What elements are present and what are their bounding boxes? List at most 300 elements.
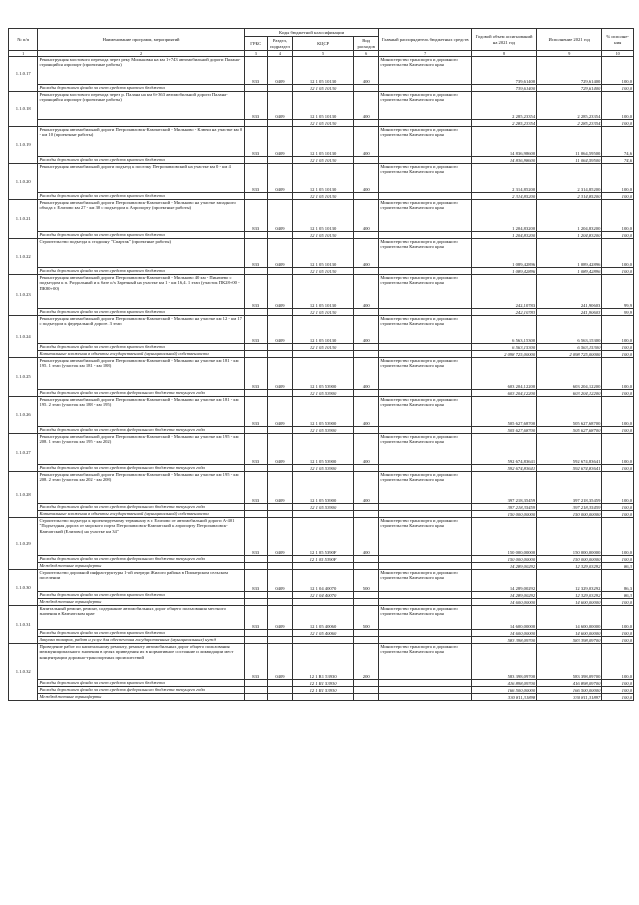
row-vid: 400 [354, 434, 379, 465]
subrow-exec: 1 204,83200 [537, 232, 602, 239]
row-admin: Министерство транспорта и дорожного строительства Камчатского края [379, 644, 472, 680]
row-name: Строительство дорожной инфраструктуры 1-ой очереди Жилого района в Пионерском сельском поселении [38, 570, 244, 592]
row-number: 1.1.0.28 [9, 472, 38, 518]
subrow-grbs [244, 680, 267, 687]
subrow-admin [379, 687, 472, 694]
row-razdel: 0409 [267, 57, 292, 85]
subrow-name: Расходы дорожного фонда за счет средств федерального бюджета текущего года [38, 687, 244, 694]
col-admin-header: Главный распорядитель бюджетных средств [379, 29, 472, 51]
col-number: 2 [38, 51, 244, 57]
row-name: Строительство подъезда к стадиону "Спартак" (проектные работы) [38, 239, 244, 268]
subrow-exec: 1 089,42896 [537, 268, 602, 275]
subrow-admin [379, 157, 472, 164]
table-subrow [9, 309, 634, 316]
row-number: 1.1.0.22 [9, 239, 38, 275]
row-ksr: 12 1 05 10130 [293, 275, 354, 309]
row-ksr: 12 1 05 10130 [293, 316, 354, 344]
row-plan: 397 218,35459 [471, 472, 536, 504]
table-subrow [9, 630, 634, 637]
row-name: Реконструкция автомобильной дороги Петропавловск-Камчатский - Мильково на участке км 195 - км 208. 2 этап (участок км 202 - км 208) [38, 472, 244, 504]
row-plan: 592 674,83641 [471, 434, 536, 465]
col-pct-header: % исполне-ния [602, 29, 634, 51]
col-number: 3 [244, 51, 267, 57]
row-pct: 100,0 [602, 316, 634, 344]
subrow-razdel [267, 344, 292, 351]
row-number: 1.1.0.30 [9, 570, 38, 606]
subrow-ksr: 12 1 05 10130 [293, 157, 354, 164]
col-number: 5 [293, 51, 354, 57]
subrow-grbs [244, 556, 267, 563]
subrow-ksr: 12 1 05 10130 [293, 344, 354, 351]
subrow-vid [354, 344, 379, 351]
row-number: 1.1.0.25 [9, 358, 38, 397]
subrow-ksr: 12 1 05 10130 [293, 85, 354, 92]
subrow-pct: 100,0 [602, 511, 634, 518]
row-grbs: 833 [244, 275, 267, 309]
row-number: 1.1.0.20 [9, 164, 38, 200]
table-row [9, 518, 634, 556]
row-exec: 1 204,83200 [537, 200, 602, 232]
row-name: Реконструкция автомобильной дороги Петропавловск-Камчатский - Мильково на участке км 181 - км 195. 1 этап (участок км 181 - км 188) [38, 358, 244, 390]
subrow-razdel [267, 85, 292, 92]
subrow-name: Расходы дорожного фонда за счет средств краевого бюджета [38, 309, 244, 316]
subrow-pct: 100,0 [602, 268, 634, 275]
subrow-vid [354, 556, 379, 563]
row-admin: Министерство транспорта и дорожного строительства Камчатского края [379, 92, 472, 120]
table-subrow [9, 85, 634, 92]
row-number: 1.1.0.29 [9, 518, 38, 570]
budget-table [8, 28, 634, 701]
subrow-name: Расходы дорожного фонда за счет средств краевого бюджета [38, 680, 244, 687]
col-number: 8 [471, 51, 536, 57]
row-ksr: 12 1 05 5390F [293, 518, 354, 556]
subrow-razdel [267, 592, 292, 599]
table-header [9, 29, 634, 57]
subrow-admin [379, 563, 472, 570]
row-plan: 583 398,09700 [471, 644, 536, 680]
table-subrow [9, 120, 634, 127]
subrow-exec: 11 064,59500 [537, 157, 602, 164]
subrow-razdel [267, 687, 292, 694]
subrow-plan: 150 000,00000 [471, 556, 536, 563]
row-admin: Министерство транспорта и дорожного строительства Камчатского края [379, 57, 472, 85]
table-subrow [9, 390, 634, 397]
table-subrow [9, 232, 634, 239]
subrow-grbs [244, 85, 267, 92]
subrow-razdel [267, 390, 292, 397]
subrow-ksr: 12 1 05 53900 [293, 390, 354, 397]
row-grbs: 833 [244, 606, 267, 630]
row-pct: 99,9 [602, 275, 634, 309]
subrow-vid [354, 630, 379, 637]
row-ksr: 12 1 05 10130 [293, 164, 354, 193]
row-pct: 100,0 [602, 518, 634, 556]
row-vid: 500 [354, 570, 379, 592]
subrow-ksr: 12 1 R1 53930 [293, 687, 354, 694]
subrow-vid [354, 232, 379, 239]
row-ksr: 12 1 05 40060 [293, 606, 354, 630]
subrow-name: Закупка товаров, работ и услуг для обеспечения государственных (муниципальных) нужд [38, 637, 244, 644]
row-vid: 400 [354, 164, 379, 193]
row-name: Реконструкция автомобильной дороги Петропавловск-Камчатский - Мильково на участке западного обхода г. Елизово км 27 - км 30 с подъездом к Аэропорту (проектные работы) [38, 200, 244, 232]
row-grbs: 833 [244, 570, 267, 592]
subrow-pct: 74,6 [602, 157, 634, 164]
subrow-plan: 6 563,15300 [471, 344, 536, 351]
subrow-exec: 592 674,83641 [537, 465, 602, 472]
row-vid: 400 [354, 57, 379, 85]
col-vid-header: Вид расходов [354, 37, 379, 51]
subrow-admin [379, 120, 472, 127]
row-grbs: 833 [244, 397, 267, 427]
subrow-exec: 2 098 725,00000 [537, 351, 602, 358]
subrow-razdel [267, 694, 292, 701]
subrow-razdel [267, 637, 292, 644]
subrow-plan: 166 500,00000 [471, 687, 536, 694]
subrow-plan: 739,61400 [471, 85, 536, 92]
row-plan: 739,61400 [471, 57, 536, 85]
table-subrow [9, 687, 634, 694]
subrow-admin [379, 351, 472, 358]
row-exec: 241,90603 [537, 275, 602, 309]
subrow-name: Расходы дорожного фонда за счет средств федерального бюджета текущего года [38, 427, 244, 434]
row-exec: 6 563,15300 [537, 316, 602, 344]
subrow-ksr: 12 1 05 10130 [293, 232, 354, 239]
subrow-pct: 100,0 [602, 556, 634, 563]
table-subrow [9, 592, 634, 599]
subrow-ksr: 12 1 05 53900 [293, 504, 354, 511]
col-number: 7 [379, 51, 472, 57]
subrow-vid [354, 694, 379, 701]
subrow-razdel [267, 351, 292, 358]
row-vid: 200 [354, 644, 379, 680]
subrow-name: Расходы дорожного фонда за счет средств федерального бюджета текущего года [38, 465, 244, 472]
row-exec: 150 000,00000 [537, 518, 602, 556]
row-razdel: 0409 [267, 275, 292, 309]
row-razdel: 0409 [267, 570, 292, 592]
subrow-grbs [244, 630, 267, 637]
row-vid: 400 [354, 518, 379, 556]
row-plan: 242,10783 [471, 275, 536, 309]
row-vid: 400 [354, 239, 379, 268]
row-name: Реконструкция автомобильной дороги Петропавловск-Камчатский - Мильково на участке км 181 - км 195. 2 этап (участок км 188 - км 195) [38, 397, 244, 427]
row-admin: Министерство транспорта и дорожного строительства Камчатского края [379, 397, 472, 427]
subrow-admin [379, 680, 472, 687]
subrow-exec: 14 600,00000 [537, 630, 602, 637]
subrow-exec: 2 285,23354 [537, 120, 602, 127]
row-admin: Министерство транспорта и дорожного строительства Камчатского края [379, 518, 472, 556]
row-razdel: 0409 [267, 239, 292, 268]
row-exec: 592 674,83641 [537, 434, 602, 465]
row-vid: 400 [354, 316, 379, 344]
row-pct: 100,0 [602, 358, 634, 390]
row-ksr: 12 1 04 40070 [293, 570, 354, 592]
row-number: 1.1.0.32 [9, 644, 38, 701]
row-razdel: 0409 [267, 518, 292, 556]
row-admin: Министерство транспорта и дорожного строительства Камчатского края [379, 127, 472, 157]
subrow-ksr: 12 1 05 10130 [293, 120, 354, 127]
subrow-pct: 100,0 [602, 465, 634, 472]
subrow-exec: 241,90603 [537, 309, 602, 316]
subrow-ksr: 12 1 05 10130 [293, 309, 354, 316]
subrow-ksr [293, 351, 354, 358]
subrow-pct: 100,0 [602, 120, 634, 127]
subrow-name: Расходы дорожного фонда за счет средств краевого бюджета [38, 232, 244, 239]
subrow-ksr [293, 694, 354, 701]
row-plan: 14 600,00000 [471, 606, 536, 630]
row-name: Реконструкция автомобильной дороги Петропавловск-Камчатский - Мильково на участке км 12 - км 17 с подъездом к федеральной дороге. 3 этап [38, 316, 244, 344]
subrow-razdel [267, 680, 292, 687]
row-number: 1.1.0.23 [9, 275, 38, 316]
subrow-vid [354, 563, 379, 570]
row-ksr: 12 1 05 10130 [293, 200, 354, 232]
subrow-admin [379, 511, 472, 518]
table-subrow [9, 556, 634, 563]
row-admin: Министерство транспорта и дорожного строительства Камчатского края [379, 275, 472, 309]
subrow-exec: 505 627,68700 [537, 427, 602, 434]
table-subrow [9, 680, 634, 687]
row-number: 1.1.0.31 [9, 606, 38, 644]
subrow-pct: 100,0 [602, 85, 634, 92]
subrow-razdel [267, 599, 292, 606]
subrow-pct: 100,0 [602, 504, 634, 511]
subrow-admin [379, 637, 472, 644]
subrow-ksr: 12 1 05 10130 [293, 193, 354, 200]
row-pct: 100,0 [602, 200, 634, 232]
subrow-vid [354, 157, 379, 164]
subrow-pct: 100,0 [602, 232, 634, 239]
row-razdel: 0409 [267, 472, 292, 504]
row-razdel: 0409 [267, 606, 292, 630]
subrow-ksr: 12 1 04 40070 [293, 592, 354, 599]
row-exec: 12 329,03292 [537, 570, 602, 592]
subrow-plan: 1 204,83200 [471, 232, 536, 239]
row-razdel: 0409 [267, 358, 292, 390]
row-ksr: 12 1 R1 53930 [293, 644, 354, 680]
subrow-razdel [267, 157, 292, 164]
subrow-vid [354, 193, 379, 200]
row-grbs: 833 [244, 57, 267, 85]
row-ksr: 12 1 05 53900 [293, 397, 354, 427]
row-admin: Министерство транспорта и дорожного строительства Камчатского края [379, 570, 472, 592]
row-admin: Министерство транспорта и дорожного строительства Камчатского края [379, 358, 472, 390]
subrow-vid [354, 390, 379, 397]
row-exec: 505 627,68700 [537, 397, 602, 427]
row-plan: 2 285,23354 [471, 92, 536, 120]
row-ksr: 12 1 05 53900 [293, 434, 354, 465]
row-pct: 100,0 [602, 606, 634, 630]
table-row [9, 127, 634, 157]
row-name: Реконструкция автомобильной дороги подъезд к поселку Петропавловский на участке км 0 - км 4 [38, 164, 244, 193]
col-num-header: № п/п [9, 29, 38, 51]
subrow-pct: 100,0 [602, 427, 634, 434]
subrow-ksr [293, 511, 354, 518]
subrow-name: Расходы дорожного фонда за счет средств федерального бюджета текущего года [38, 504, 244, 511]
subrow-vid [354, 351, 379, 358]
row-vid: 400 [354, 275, 379, 309]
row-vid: 400 [354, 92, 379, 120]
row-grbs: 833 [244, 358, 267, 390]
table-subrow [9, 694, 634, 701]
row-plan: 1 204,83200 [471, 200, 536, 232]
row-pct: 86,3 [602, 570, 634, 592]
subrow-plan: 242,10783 [471, 309, 536, 316]
subrow-pct: 100,0 [602, 599, 634, 606]
subrow-plan: 14 836,98600 [471, 157, 536, 164]
row-pct: 100,0 [602, 57, 634, 85]
row-plan: 150 000,00000 [471, 518, 536, 556]
subrow-admin [379, 193, 472, 200]
col-plan-header: Годовой объем ассигнований на 2021 год [471, 29, 536, 51]
subrow-vid [354, 465, 379, 472]
subrow-pct: 100,0 [602, 637, 634, 644]
subrow-razdel [267, 504, 292, 511]
subrow-razdel [267, 556, 292, 563]
table-row [9, 570, 634, 592]
subrow-name: Расходы дорожного фонда за счет средств федерального бюджета текущего года [38, 556, 244, 563]
row-ksr: 12 1 05 53900 [293, 472, 354, 504]
subrow-ksr [293, 563, 354, 570]
row-name: Капитальный ремонт, ремонт, содержание автомобильных дорог общего пользования местного значения в Камчатском крае [38, 606, 244, 630]
row-number: 1.1.0.27 [9, 434, 38, 472]
row-razdel: 0409 [267, 127, 292, 157]
subrow-name: Межбюджетные трансферты [38, 563, 244, 570]
table-row [9, 57, 634, 85]
table-row [9, 606, 634, 630]
row-grbs: 833 [244, 434, 267, 465]
row-exec: 583 398,09700 [537, 644, 602, 680]
col-number: 4 [267, 51, 292, 57]
row-admin: Министерство транспорта и дорожного строительства Камчатского края [379, 472, 472, 504]
col-number: 6 [354, 51, 379, 57]
table-subrow [9, 563, 634, 570]
subrow-ksr: 12 1 05 5390F [293, 556, 354, 563]
subrow-name: Расходы дорожного фонда за счет средств краевого бюджета [38, 344, 244, 351]
row-pct: 100,0 [602, 434, 634, 465]
subrow-plan: 2 314,85200 [471, 193, 536, 200]
subrow-grbs [244, 390, 267, 397]
subrow-pct: 86,3 [602, 592, 634, 599]
subrow-ksr [293, 637, 354, 644]
subrow-ksr: 12 1 05 53900 [293, 465, 354, 472]
subrow-admin [379, 344, 472, 351]
subrow-vid [354, 268, 379, 275]
row-grbs: 833 [244, 472, 267, 504]
row-razdel: 0409 [267, 644, 292, 680]
col-number: 9 [537, 51, 602, 57]
subrow-grbs [244, 232, 267, 239]
row-exec: 2 314,85200 [537, 164, 602, 193]
subrow-admin [379, 390, 472, 397]
subrow-vid [354, 85, 379, 92]
subrow-pct: 86,3 [602, 563, 634, 570]
table-row [9, 397, 634, 427]
subrow-razdel [267, 309, 292, 316]
subrow-razdel [267, 465, 292, 472]
subrow-grbs [244, 309, 267, 316]
table-subrow [9, 465, 634, 472]
row-grbs: 833 [244, 518, 267, 556]
row-exec: 11 064,59500 [537, 127, 602, 157]
row-razdel: 0409 [267, 92, 292, 120]
row-grbs: 833 [244, 316, 267, 344]
subrow-grbs [244, 268, 267, 275]
subrow-name: Межбюджетные трансферты [38, 694, 244, 701]
subrow-exec: 150 000,00000 [537, 511, 602, 518]
subrow-plan: 603 204,12200 [471, 390, 536, 397]
row-name: Реконструкция автомобильной дороги Петропавловск-Камчатский - Мильково на участке км 195 - км 208. 1 этап (участок км 195 - км 202) [38, 434, 244, 465]
subrow-exec: 729,61400 [537, 85, 602, 92]
subrow-ksr [293, 599, 354, 606]
row-admin: Министерство транспорта и дорожного строительства Камчатского края [379, 434, 472, 465]
subrow-exec: 12 329,03292 [537, 563, 602, 570]
row-pct: 100,0 [602, 644, 634, 680]
row-pct: 100,0 [602, 164, 634, 193]
subrow-vid [354, 637, 379, 644]
subrow-grbs [244, 427, 267, 434]
subrow-exec: 14 600,00000 [537, 599, 602, 606]
row-pct: 74,6 [602, 127, 634, 157]
subrow-admin [379, 694, 472, 701]
col-razdel-header: Раздел, подраздел [267, 37, 292, 51]
subrow-pct: 100,0 [602, 630, 634, 637]
row-razdel: 0409 [267, 397, 292, 427]
subrow-grbs [244, 193, 267, 200]
row-admin: Министерство транспорта и дорожного строительства Камчатского края [379, 164, 472, 193]
row-exec: 14 600,00000 [537, 606, 602, 630]
subrow-admin [379, 592, 472, 599]
row-admin: Министерство транспорта и дорожного строительства Камчатского края [379, 316, 472, 344]
subrow-razdel [267, 232, 292, 239]
subrow-grbs [244, 344, 267, 351]
row-admin: Министерство транспорта и дорожного строительства Камчатского края [379, 239, 472, 268]
subrow-plan: 14 289,00292 [471, 563, 536, 570]
table-row [9, 644, 634, 680]
row-exec: 1 089,42896 [537, 239, 602, 268]
subrow-exec: 416 898,09700 [537, 680, 602, 687]
subrow-pct: 100,0 [602, 694, 634, 701]
subrow-pct: 100,0 [602, 687, 634, 694]
row-razdel: 0409 [267, 200, 292, 232]
subrow-vid [354, 427, 379, 434]
table-subrow [9, 504, 634, 511]
subrow-grbs [244, 511, 267, 518]
subrow-vid [354, 592, 379, 599]
row-name: Строительство подъезда к проектируемому терминалу в г. Елизово от автомобильной дороги А-401 "Подъездная дорога от морского порта Петропавловск-Камчатский к аэропорту Петропавловск-Камчатский (Елизово) на участке км 34" [38, 518, 244, 556]
row-ksr: 12 1 05 10130 [293, 92, 354, 120]
table-subrow [9, 268, 634, 275]
col-grbs-header: ГРБС [244, 37, 267, 51]
subrow-ksr: 12 1 R1 53930 [293, 680, 354, 687]
row-plan: 505 627,68700 [471, 397, 536, 427]
table-body [9, 57, 634, 701]
row-razdel: 0409 [267, 164, 292, 193]
subrow-exec: 150 000,00000 [537, 556, 602, 563]
subrow-ksr: 12 1 05 53900 [293, 427, 354, 434]
subrow-admin [379, 504, 472, 511]
subrow-exec: 166 500,00000 [537, 687, 602, 694]
table-subrow [9, 511, 634, 518]
subrow-razdel [267, 563, 292, 570]
table-row [9, 472, 634, 504]
table-row [9, 164, 634, 193]
subrow-admin [379, 556, 472, 563]
subrow-vid [354, 687, 379, 694]
subrow-grbs [244, 694, 267, 701]
row-plan: 603 204,12200 [471, 358, 536, 390]
subrow-vid [354, 504, 379, 511]
row-ksr: 12 1 05 10130 [293, 239, 354, 268]
row-exec: 729,61400 [537, 57, 602, 85]
